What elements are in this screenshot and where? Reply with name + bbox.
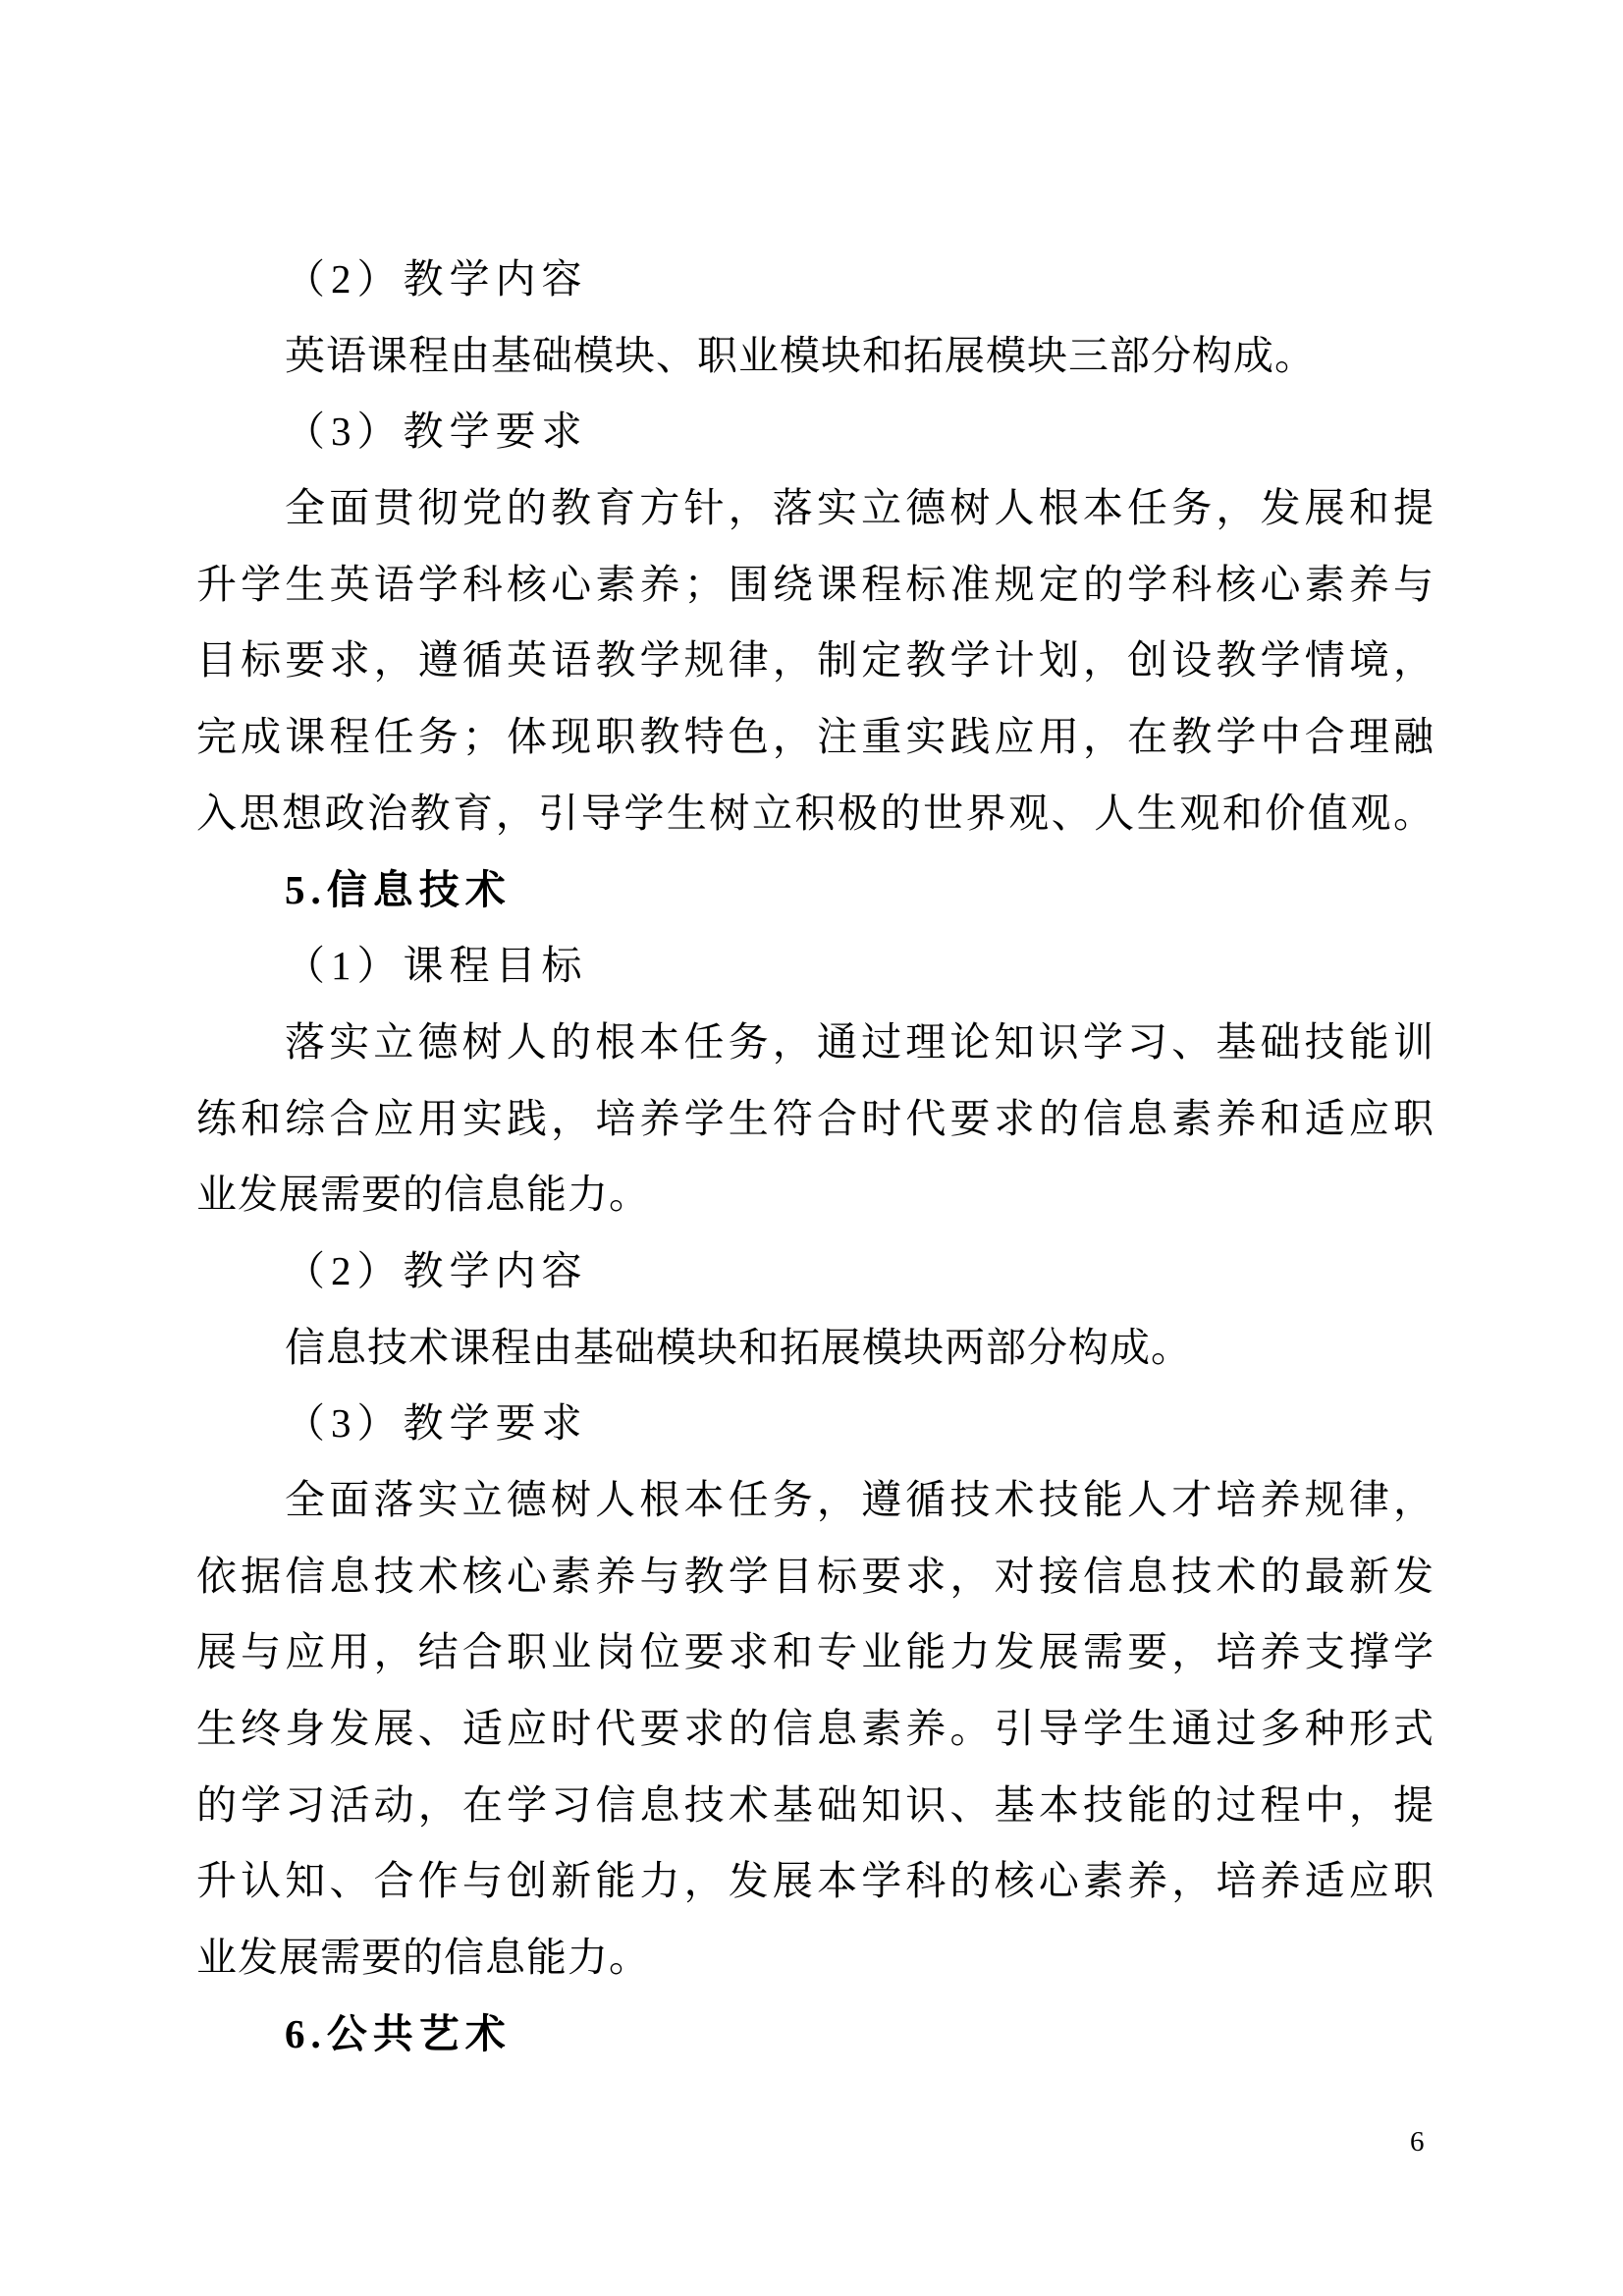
text-line: 生终身发展、适应时代要求的信息素养。引导学生通过多种形式 bbox=[196, 1706, 1434, 1752]
text-line: （1）课程目标 bbox=[285, 943, 588, 989]
text-line: （3）教学要求 bbox=[285, 409, 588, 455]
text-line: 升认知、合作与创新能力，发展本学科的核心素养，培养适应职 bbox=[196, 1858, 1434, 1904]
text-line: 落实立德树人的根本任务，通过理论知识学习、基础技能训 bbox=[285, 1018, 1434, 1065]
text-line: 依据信息技术核心素养与教学目标要求，对接信息技术的最新发 bbox=[196, 1553, 1434, 1599]
page-number: 6 bbox=[1410, 2126, 1425, 2158]
text-line: 信息技术课程由基础模块和拓展模块两部分构成。 bbox=[285, 1324, 1192, 1370]
text-line: 业发展需要的信息能力。 bbox=[196, 1172, 650, 1218]
text-line: 升学生英语学科核心素养；围绕课程标准规定的学科核心素养与 bbox=[196, 561, 1434, 607]
text-line: 全面贯彻党的教育方针，落实立德树人根本任务，发展和提 bbox=[285, 485, 1434, 531]
text-line: 完成课程任务；体现职教特色，注重实践应用，在教学中合理融 bbox=[196, 714, 1434, 760]
text-line: 英语课程由基础模块、职业模块和拓展模块三部分构成。 bbox=[285, 332, 1316, 378]
text-line: 全面落实立德树人根本任务，遵循技术技能人才培养规律， bbox=[285, 1477, 1434, 1522]
text-line: 业发展需要的信息能力。 bbox=[196, 1935, 650, 1981]
text-line: 入思想政治教育，引导学生树立积极的世界观、人生观和价值观。 bbox=[196, 790, 1434, 836]
text-block bbox=[196, 242, 1434, 2073]
text-line: 练和综合应用实践，培养学生符合时代要求的信息素养和适应职 bbox=[196, 1095, 1434, 1141]
text-line: 的学习活动，在学习信息技术基础知识、基本技能的过程中，提 bbox=[196, 1781, 1434, 1828]
text-line: （2）教学内容 bbox=[285, 256, 588, 301]
text-line: （2）教学内容 bbox=[285, 1247, 588, 1293]
section-heading: 5.信息技术 bbox=[285, 866, 512, 912]
text-line: （3）教学要求 bbox=[285, 1400, 588, 1447]
text-line: 展与应用，结合职业岗位要求和专业能力发展需要，培养支撑学 bbox=[196, 1629, 1434, 1675]
section-heading: 6.公共艺术 bbox=[285, 2010, 512, 2056]
text-line: 目标要求，遵循英语教学规律，制定教学计划，创设教学情境， bbox=[196, 637, 1434, 683]
